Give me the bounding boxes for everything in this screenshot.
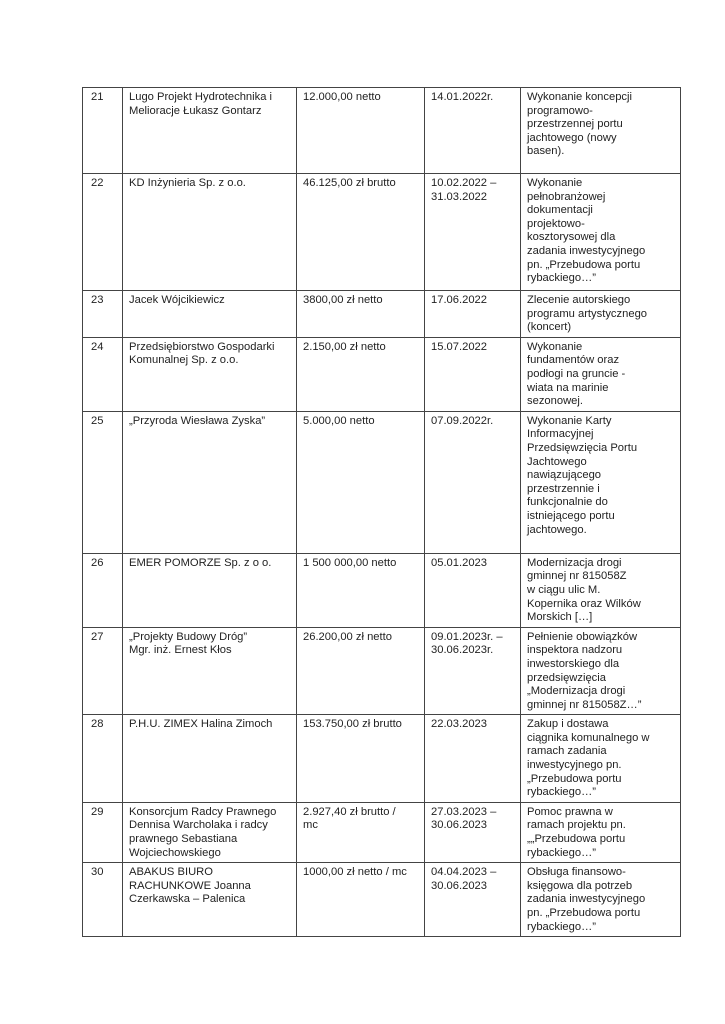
date-cell: 07.09.2022r.	[425, 411, 521, 553]
date-cell: 09.01.2023r. – 30.06.2023r.	[425, 627, 521, 715]
row-number: 25	[83, 411, 123, 553]
table-row	[83, 88, 681, 174]
description-cell: Wykonanie Karty Informacyjnej Przedsięwzięcia Portu Jachtowego nawiązującego przestrzennie i funkcjonalnie do istniejącego portu jachtowego.	[521, 411, 681, 553]
row-number: 29	[83, 802, 123, 862]
contractor-cell: Lugo Projekt Hydrotechnika i Melioracje Łukasz Gontarz	[123, 88, 297, 174]
row-number: 27	[83, 627, 123, 715]
description-cell: Pełnienie obowiązków inspektora nadzoru inwestorskiego dla przedsięwzięcia „Modernizacja drogi gminnej nr 815058Z…”	[521, 627, 681, 715]
table-row	[83, 627, 681, 715]
date-cell: 22.03.2023	[425, 715, 521, 803]
contractor-cell: „Projekty Budowy Dróg” Mgr. inż. Ernest Kłos	[123, 627, 297, 715]
contractor-cell: Konsorcjum Radcy Prawnego Dennisa Warcholaka i radcy prawnego Sebastiana Wojciechowskiego	[123, 802, 297, 862]
table-row	[83, 291, 681, 338]
contractor-cell: „Przyroda Wiesława Zyska”	[123, 411, 297, 553]
table-row	[83, 863, 681, 937]
description-cell: Wykonanie fundamentów oraz podłogi na gruncie - wiata na marinie sezonowej.	[521, 337, 681, 411]
date-cell: 17.06.2022	[425, 291, 521, 338]
description-cell: Wykonanie pełnobranżowej dokumentacji projektowo- kosztorysowej dla zadania inwestycyjnego pn. „Przebudowa portu rybackiego…”	[521, 174, 681, 291]
description-cell: Pomoc prawna w ramach projektu pn. „„Przebudowa portu rybackiego…”	[521, 802, 681, 862]
table-row	[83, 715, 681, 803]
contractor-cell: Jacek Wójcikiewicz	[123, 291, 297, 338]
row-number: 30	[83, 863, 123, 937]
description-cell: Zakup i dostawa ciągnika komunalnego w ramach zadania inwestycyjnego pn. „Przebudowa portu rybackiego…”	[521, 715, 681, 803]
date-cell: 15.07.2022	[425, 337, 521, 411]
contractor-cell: Przedsiębiorstwo Gospodarki Komunalnej Sp. z o.o.	[123, 337, 297, 411]
table-row	[83, 411, 681, 553]
row-number: 26	[83, 553, 123, 627]
contractor-cell: EMER POMORZE Sp. z o o.	[123, 553, 297, 627]
amount-cell: 1000,00 zł netto / mc	[297, 863, 425, 937]
table-row	[83, 802, 681, 862]
contractor-cell: ABAKUS BIURO RACHUNKOWE Joanna Czerkawska – Palenica	[123, 863, 297, 937]
row-number: 22	[83, 174, 123, 291]
row-number: 21	[83, 88, 123, 174]
date-cell: 27.03.2023 – 30.06.2023	[425, 802, 521, 862]
amount-cell: 1 500 000,00 netto	[297, 553, 425, 627]
description-cell: Obsługa finansowo- księgowa dla potrzeb zadania inwestycyjnego pn. „Przebudowa portu rybackiego…”	[521, 863, 681, 937]
amount-cell: 2.150,00 zł netto	[297, 337, 425, 411]
row-number: 23	[83, 291, 123, 338]
table-row	[83, 553, 681, 627]
contractor-cell: KD Inżynieria Sp. z o.o.	[123, 174, 297, 291]
table-row	[83, 337, 681, 411]
amount-cell: 46.125,00 zł brutto	[297, 174, 425, 291]
contractor-cell: P.H.U. ZIMEX Halina Zimoch	[123, 715, 297, 803]
amount-cell: 2.927,40 zł brutto / mc	[297, 802, 425, 862]
description-cell: Wykonanie koncepcji programowo- przestrzennej portu jachtowego (nowy basen).	[521, 88, 681, 174]
contracts-table	[82, 87, 681, 937]
date-cell: 10.02.2022 – 31.03.2022	[425, 174, 521, 291]
date-cell: 14.01.2022r.	[425, 88, 521, 174]
amount-cell: 5.000,00 netto	[297, 411, 425, 553]
amount-cell: 26.200,00 zł netto	[297, 627, 425, 715]
description-cell: Zlecenie autorskiego programu artystycznego (koncert)	[521, 291, 681, 338]
amount-cell: 3800,00 zł netto	[297, 291, 425, 338]
row-number: 24	[83, 337, 123, 411]
table-row	[83, 174, 681, 291]
date-cell: 04.04.2023 – 30.06.2023	[425, 863, 521, 937]
description-cell: Modernizacja drogi gminnej nr 815058Z w ciągu ulic M. Kopernika oraz Wilków Morskich […]	[521, 553, 681, 627]
row-number: 28	[83, 715, 123, 803]
amount-cell: 12.000,00 netto	[297, 88, 425, 174]
date-cell: 05.01.2023	[425, 553, 521, 627]
amount-cell: 153.750,00 zł brutto	[297, 715, 425, 803]
